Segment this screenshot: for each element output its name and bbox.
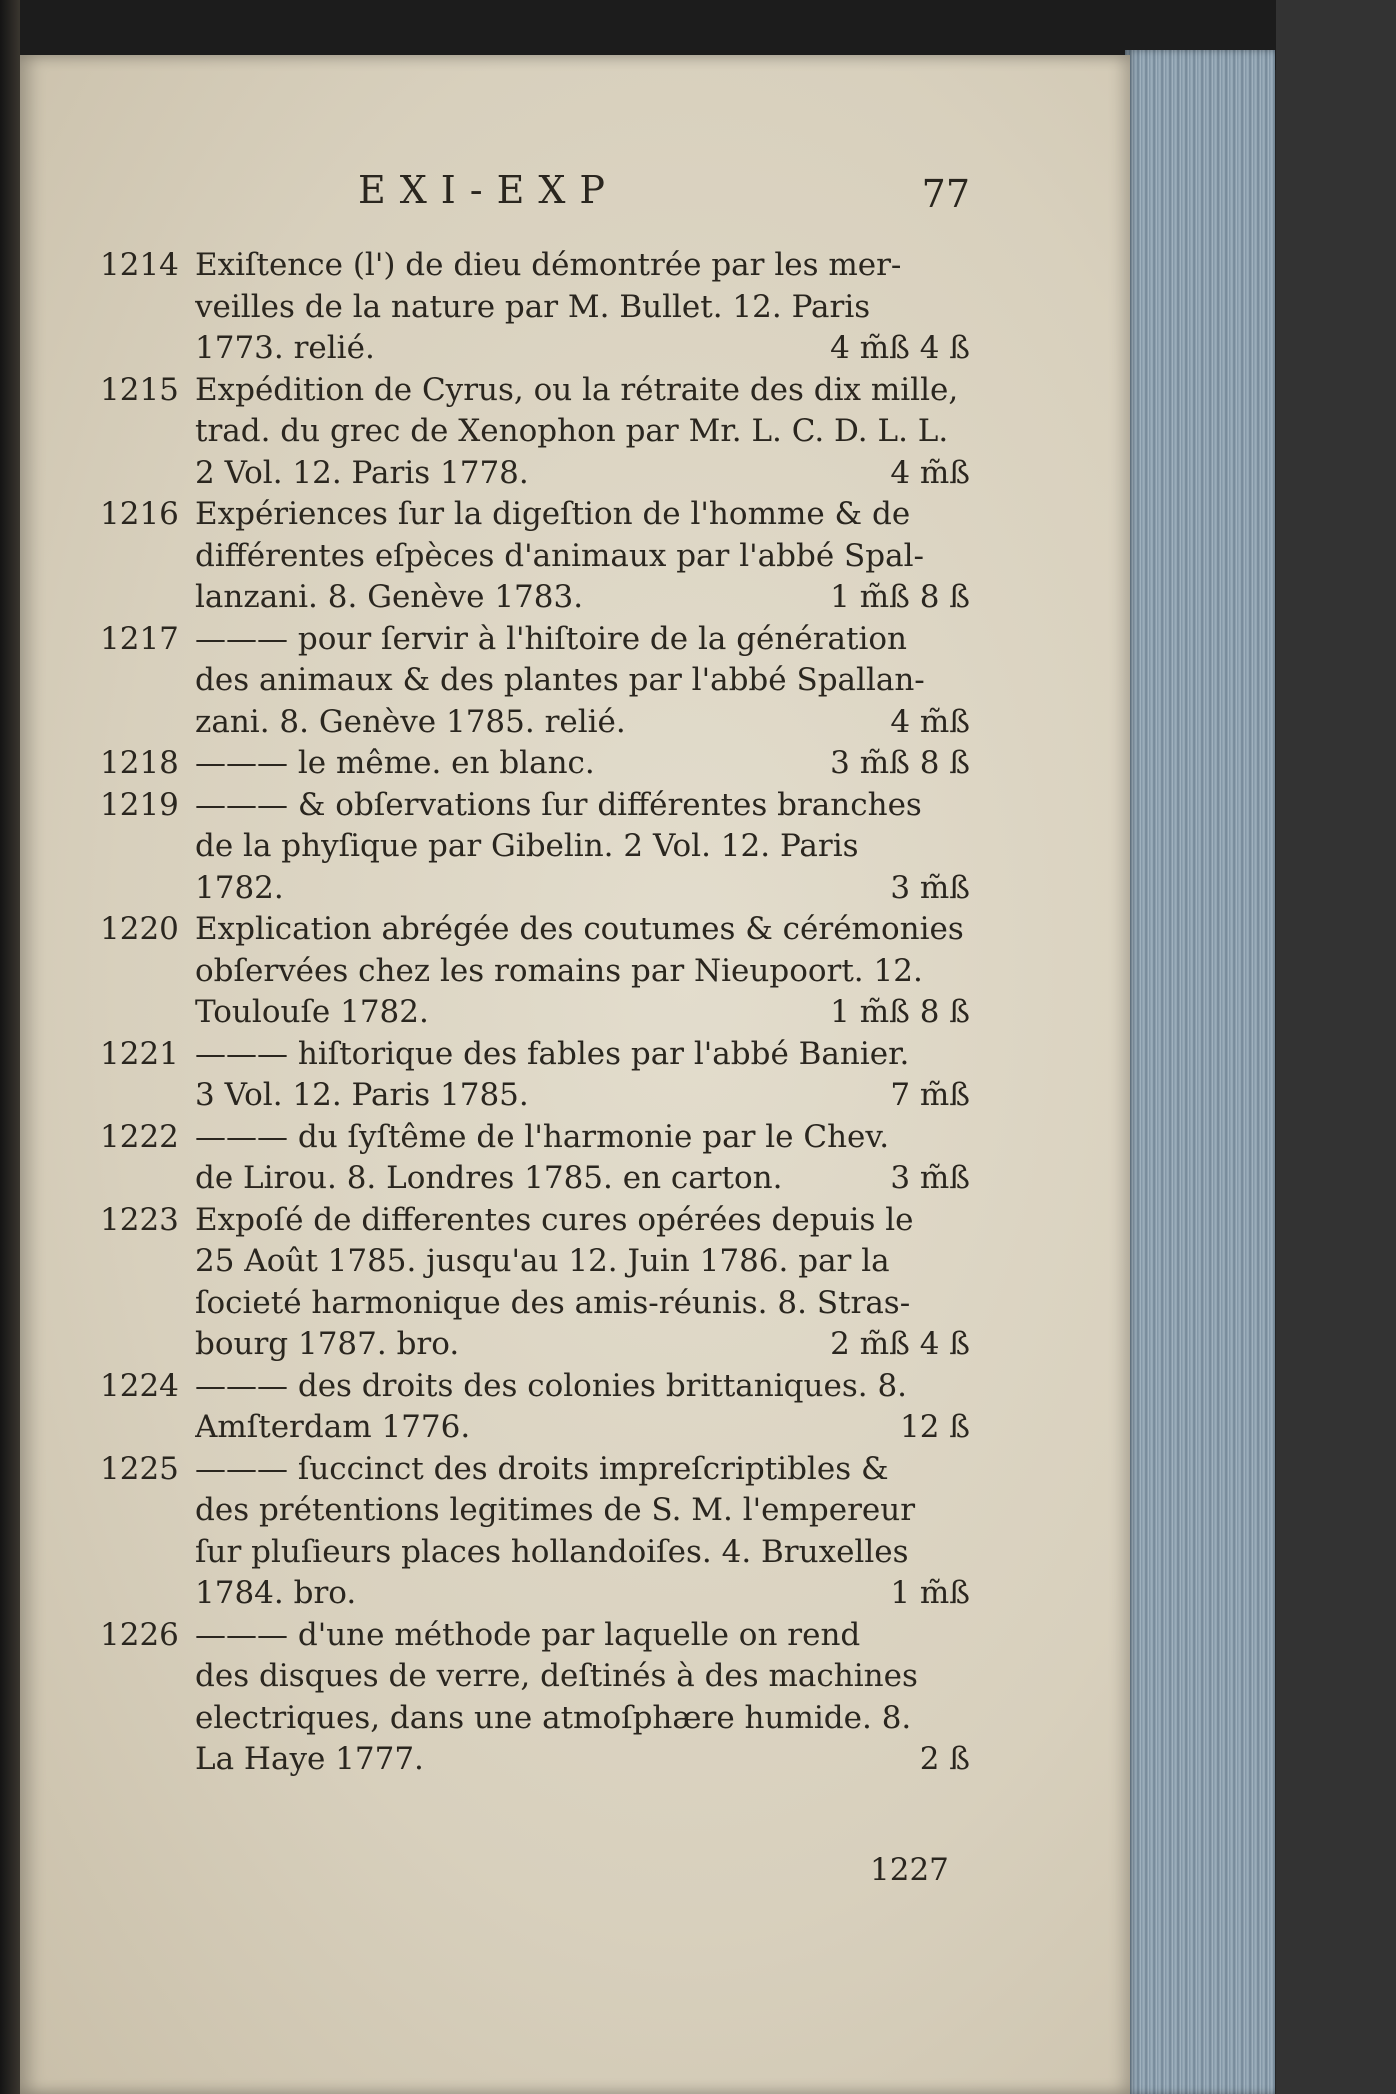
entry-number: 1215 xyxy=(100,371,179,408)
entry-price: 3 m̃ß 8 ß xyxy=(830,745,970,781)
catalogue-entries xyxy=(100,245,970,1781)
entry-line xyxy=(195,1573,970,1615)
entry-text: ſocieté harmonique des amis-réunis. 8. Stras- xyxy=(195,1284,911,1321)
entry-text: 1773. relié. xyxy=(195,330,375,366)
entry-price xyxy=(958,1200,970,1242)
page-number: 77 xyxy=(921,172,970,216)
entry-price xyxy=(958,1532,970,1574)
entry-line xyxy=(195,1117,970,1159)
entry-price: 1 m̃ß 8 ß xyxy=(830,994,970,1030)
entry-text: obſervées chez les romains par Nieupoort. 12. xyxy=(195,952,923,989)
entry-text: electriques, dans une atmoſphære humide. 8. xyxy=(195,1699,912,1736)
entry-line xyxy=(195,992,970,1034)
entry-line xyxy=(195,536,970,578)
entry-text: différentes eſpèces d'animaux par l'abbé Spal- xyxy=(195,537,924,574)
catalogue-entry xyxy=(100,370,970,495)
entry-price xyxy=(958,660,970,702)
entry-number: 1225 xyxy=(100,1450,179,1487)
entry-price xyxy=(958,1615,970,1657)
entry-body xyxy=(195,619,970,744)
entry-text: de Lirou. 8. Londres 1785. en carton. xyxy=(195,1160,783,1196)
catalogue-entry xyxy=(100,1366,970,1449)
entry-text: Expoſé de differentes cures opérées depuis le xyxy=(195,1201,914,1238)
entry-price xyxy=(958,826,970,868)
book-gutter xyxy=(0,0,20,2094)
catalogue-entry xyxy=(100,1034,970,1117)
entry-line xyxy=(195,245,970,287)
entry-price xyxy=(958,619,970,661)
entry-price: 3 m̃ß xyxy=(890,869,970,906)
running-head: EXI-EXP xyxy=(358,168,620,212)
entry-text: Exiſtence (l') de dieu démontrée par les mer- xyxy=(195,247,902,283)
entry-text: de la phyſique par Gibelin. 2 Vol. 12. Paris xyxy=(195,828,859,864)
entry-price: 12 ß xyxy=(899,1409,970,1445)
entry-line xyxy=(195,909,970,951)
entry-line xyxy=(195,328,970,370)
catalogue-entry xyxy=(100,245,970,370)
entry-line xyxy=(195,660,970,702)
entry-number: 1219 xyxy=(100,786,179,823)
catalogue-entry xyxy=(100,494,970,619)
entry-line xyxy=(195,1158,970,1200)
entry-price: 2 ß xyxy=(919,1741,970,1777)
entry-text: ——— ſuccinct des droits impreſcriptibles & xyxy=(195,1450,889,1487)
entry-price xyxy=(958,536,970,578)
entry-text: bourg 1787. bro. xyxy=(195,1326,460,1362)
entry-price: 4 m̃ß xyxy=(890,703,970,740)
entry-line xyxy=(195,1656,970,1698)
book-cover-right xyxy=(1276,0,1396,2094)
entry-line xyxy=(195,494,970,536)
entry-line xyxy=(195,743,970,785)
entry-body xyxy=(195,1449,970,1615)
entry-price: 2 m̃ß 4 ß xyxy=(830,1326,970,1362)
entry-text: Explication abrégée des coutumes & cérémonies xyxy=(195,911,964,947)
entry-price xyxy=(958,494,970,536)
entry-text: Expédition de Cyrus, ou la rétraite des dix mille, xyxy=(195,371,959,408)
entry-body xyxy=(195,1366,970,1449)
entry-price: 1 m̃ß 8 ß xyxy=(830,579,970,615)
entry-price xyxy=(958,1698,970,1740)
entry-line xyxy=(195,1449,970,1491)
catchword: 1227 xyxy=(870,1852,949,1888)
page-edges xyxy=(1125,50,1275,2094)
catalogue-entry xyxy=(100,1117,970,1200)
entry-line xyxy=(195,1200,970,1242)
catalogue-entry xyxy=(100,1200,970,1366)
entry-line xyxy=(195,1034,970,1076)
entry-text: ——— hiſtorique des fables par l'abbé Banier. xyxy=(195,1035,910,1072)
entry-body xyxy=(195,909,970,1034)
entry-line xyxy=(195,411,970,453)
entry-price xyxy=(958,1490,970,1532)
entry-line xyxy=(195,1532,970,1574)
entry-price: 4 m̃ß xyxy=(890,454,970,491)
entry-number: 1221 xyxy=(100,1035,179,1072)
entry-text: Expériences ſur la digeſtion de l'homme & de xyxy=(195,496,911,532)
entry-line xyxy=(195,785,970,827)
entry-text: trad. du grec de Xenophon par Mr. L. C. D. L. L. xyxy=(195,413,949,449)
entry-number: 1214 xyxy=(100,247,179,283)
entry-number: 1223 xyxy=(100,1201,179,1238)
entry-number: 1226 xyxy=(100,1616,179,1653)
entry-text: ——— pour ſervir à l'hiſtoire de la génération xyxy=(195,620,908,657)
entry-text: 2 Vol. 12. Paris 1778. xyxy=(195,454,529,491)
entry-line xyxy=(195,1407,970,1449)
entry-text: ——— le même. en blanc. xyxy=(195,745,595,781)
entry-text: ——— des droits des colonies brittaniques. 8. xyxy=(195,1367,908,1404)
entry-number: 1224 xyxy=(100,1367,179,1404)
entry-line xyxy=(195,370,970,412)
entry-line xyxy=(195,1615,970,1657)
entry-body xyxy=(195,245,970,370)
entry-price xyxy=(958,1449,970,1491)
entry-price: 3 m̃ß xyxy=(890,1160,970,1196)
entry-line xyxy=(195,1490,970,1532)
entry-text: ——— d'une méthode par laquelle on rend xyxy=(195,1616,861,1653)
entry-line xyxy=(195,619,970,661)
catalogue-entry xyxy=(100,909,970,1034)
entry-line xyxy=(195,702,970,744)
entry-body xyxy=(195,743,970,785)
entry-text: zani. 8. Genève 1785. relié. xyxy=(195,703,626,740)
entry-text: 1784. bro. xyxy=(195,1575,357,1611)
entry-body xyxy=(195,1034,970,1117)
entry-body xyxy=(195,1200,970,1366)
entry-price xyxy=(958,1283,970,1325)
entry-number: 1220 xyxy=(100,911,179,947)
entry-line xyxy=(195,287,970,329)
catalogue-entry xyxy=(100,785,970,910)
entry-line xyxy=(195,868,970,910)
entry-price: 1 m̃ß xyxy=(890,1575,970,1611)
entry-price xyxy=(958,1117,970,1159)
page-header xyxy=(100,168,970,228)
entry-price xyxy=(958,951,970,993)
entry-price: 4 m̃ß 4 ß xyxy=(830,330,970,366)
entry-price: 7 m̃ß xyxy=(890,1077,970,1113)
entry-text: des disques de verre, deſtinés à des machines xyxy=(195,1658,918,1694)
entry-line xyxy=(195,1698,970,1740)
entry-body xyxy=(195,785,970,910)
catalogue-entry xyxy=(100,743,970,785)
entry-text: des prétentions legitimes de S. M. l'empereur xyxy=(195,1492,916,1528)
entry-price xyxy=(958,287,970,329)
entry-text: 3 Vol. 12. Paris 1785. xyxy=(195,1077,529,1113)
entry-text: veilles de la nature par M. Bullet. 12. Paris xyxy=(195,288,871,325)
entry-text: 1782. xyxy=(195,869,284,906)
entry-price xyxy=(958,1656,970,1698)
entry-line xyxy=(195,453,970,495)
entry-price xyxy=(958,1034,970,1076)
entry-line xyxy=(195,826,970,868)
entry-line xyxy=(195,577,970,619)
entry-number: 1222 xyxy=(100,1118,179,1155)
entry-price xyxy=(958,370,970,412)
entry-line xyxy=(195,1075,970,1117)
entry-price xyxy=(958,785,970,827)
entry-line xyxy=(195,1283,970,1325)
catalogue-entry xyxy=(100,1615,970,1781)
entry-text: ——— & obſervations ſur différentes branches xyxy=(195,786,922,823)
entry-number: 1217 xyxy=(100,620,179,657)
entry-body xyxy=(195,494,970,619)
entry-text: ——— du ſyſtême de l'harmonie par le Chev. xyxy=(195,1118,890,1155)
entry-text: Amſterdam 1776. xyxy=(195,1409,471,1445)
entry-price xyxy=(958,1366,970,1408)
entry-text: La Haye 1777. xyxy=(195,1741,424,1777)
entry-body xyxy=(195,1615,970,1781)
entry-text: ſur pluſieurs places hollandoiſes. 4. Bruxelles xyxy=(195,1533,909,1570)
entry-line xyxy=(195,1241,970,1283)
entry-text: des animaux & des plantes par l'abbé Spallan- xyxy=(195,662,925,698)
entry-line xyxy=(195,1739,970,1781)
entry-line xyxy=(195,1366,970,1408)
catalogue-entry xyxy=(100,619,970,744)
entry-number: 1218 xyxy=(100,745,179,781)
entry-price xyxy=(964,909,970,951)
entry-text: 25 Août 1785. jusqu'au 12. Juin 1786. par la xyxy=(195,1243,890,1279)
entry-number: 1216 xyxy=(100,496,179,532)
entry-text: lanzani. 8. Genève 1783. xyxy=(195,579,584,615)
entry-line xyxy=(195,951,970,993)
entry-price xyxy=(958,1241,970,1283)
catalogue-entry xyxy=(100,1449,970,1615)
entry-body xyxy=(195,370,970,495)
entry-price xyxy=(958,245,970,287)
entry-text: Toulouſe 1782. xyxy=(195,994,429,1030)
entry-body xyxy=(195,1117,970,1200)
entry-line xyxy=(195,1324,970,1366)
entry-price xyxy=(958,411,970,453)
